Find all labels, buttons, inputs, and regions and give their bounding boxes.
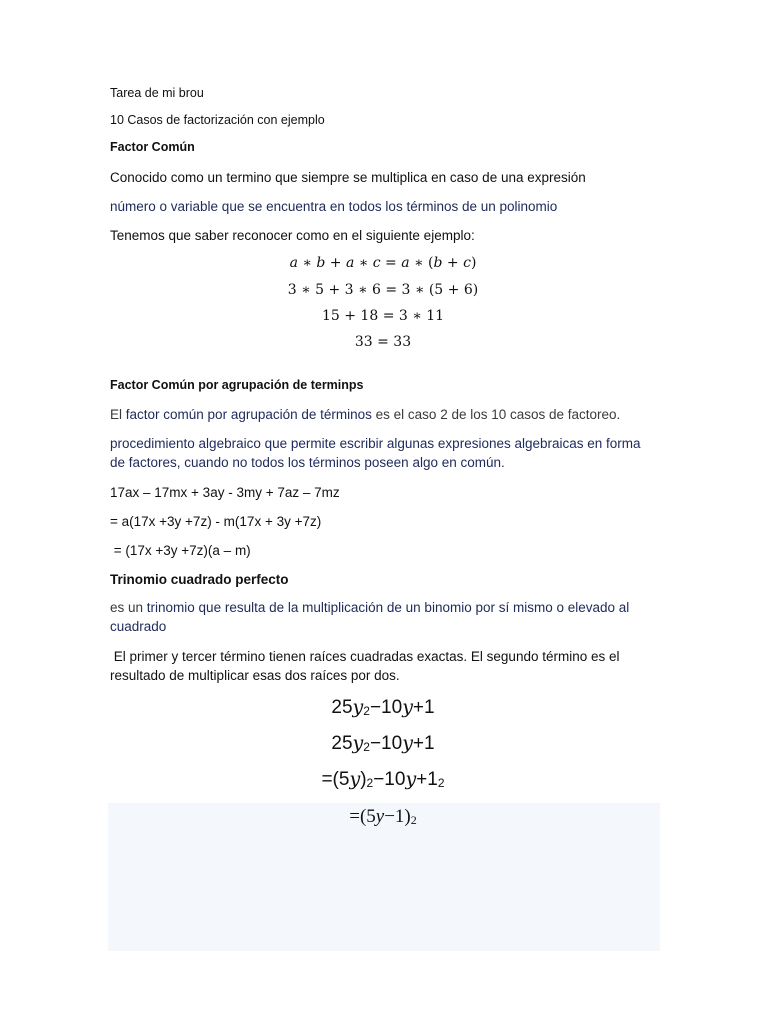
paragraph [110, 598, 658, 636]
text-span: trinomio que resulta de la multiplicación de un binomio por sí mismo o elevado al cuadrado [110, 600, 630, 634]
section-title-agrupacion: Factor Común por agrupación de terminps [110, 378, 364, 392]
equation: 33 = 33 [354, 334, 412, 350]
equation: 25y2−10y+1 [331, 696, 435, 718]
expression: = a(17x +3y +7z) - m(17x + 3y +7z) [110, 514, 322, 529]
equation: =(5y−1)2 [349, 806, 417, 827]
text-span: es un [110, 600, 147, 615]
document-subheading: 10 Casos de factorización con ejemplo [110, 113, 325, 127]
equation: 3 ∗ 5 + 3 ∗ 6 = 3 ∗ (5 + 6) [287, 282, 479, 298]
equation: a ∗ b + a ∗ c = a ∗ (b + c) [289, 255, 477, 271]
paragraph: El primer y tercer término tienen raíces cuadradas exactas. El segundo término es el resultado de multiplicar esas dos raíces por dos. [110, 649, 624, 683]
expression: = (17x +3y +7z)(a – m) [110, 543, 251, 558]
paragraph: número o variable que se encuentra en todos los términos de un polinomio [110, 199, 558, 214]
section-title-factor-comun: Factor Común [110, 140, 195, 154]
paragraph: Conocido como un termino que siempre se multiplica en caso de una expresión [110, 170, 586, 185]
equation: 25y2−10y+1 [331, 732, 435, 754]
paragraph [110, 405, 670, 424]
document-heading: Tarea de mi brou [110, 86, 204, 100]
equation: =(5y)2−10y+12 [321, 768, 445, 790]
paragraph: Tenemos que saber reconocer como en el siguiente ejemplo: [110, 228, 475, 243]
equation: 15 + 18 = 3 ∗ 11 [321, 308, 445, 324]
text-span: es el caso 2 de los 10 casos de factoreo. [371, 407, 621, 422]
paragraph: procedimiento algebraico que permite escribir algunas expresiones algebraicas en forma de factores, cuando no todos los términos poseen algo en común. [110, 436, 641, 470]
text-span: El [110, 407, 126, 422]
expression: 17ax – 17mx + 3ay - 3my + 7az – 7mz [110, 485, 340, 500]
section-title-trinomio: Trinomio cuadrado perfecto [110, 572, 289, 587]
text-span: factor común por agrupación de términos [125, 407, 372, 422]
